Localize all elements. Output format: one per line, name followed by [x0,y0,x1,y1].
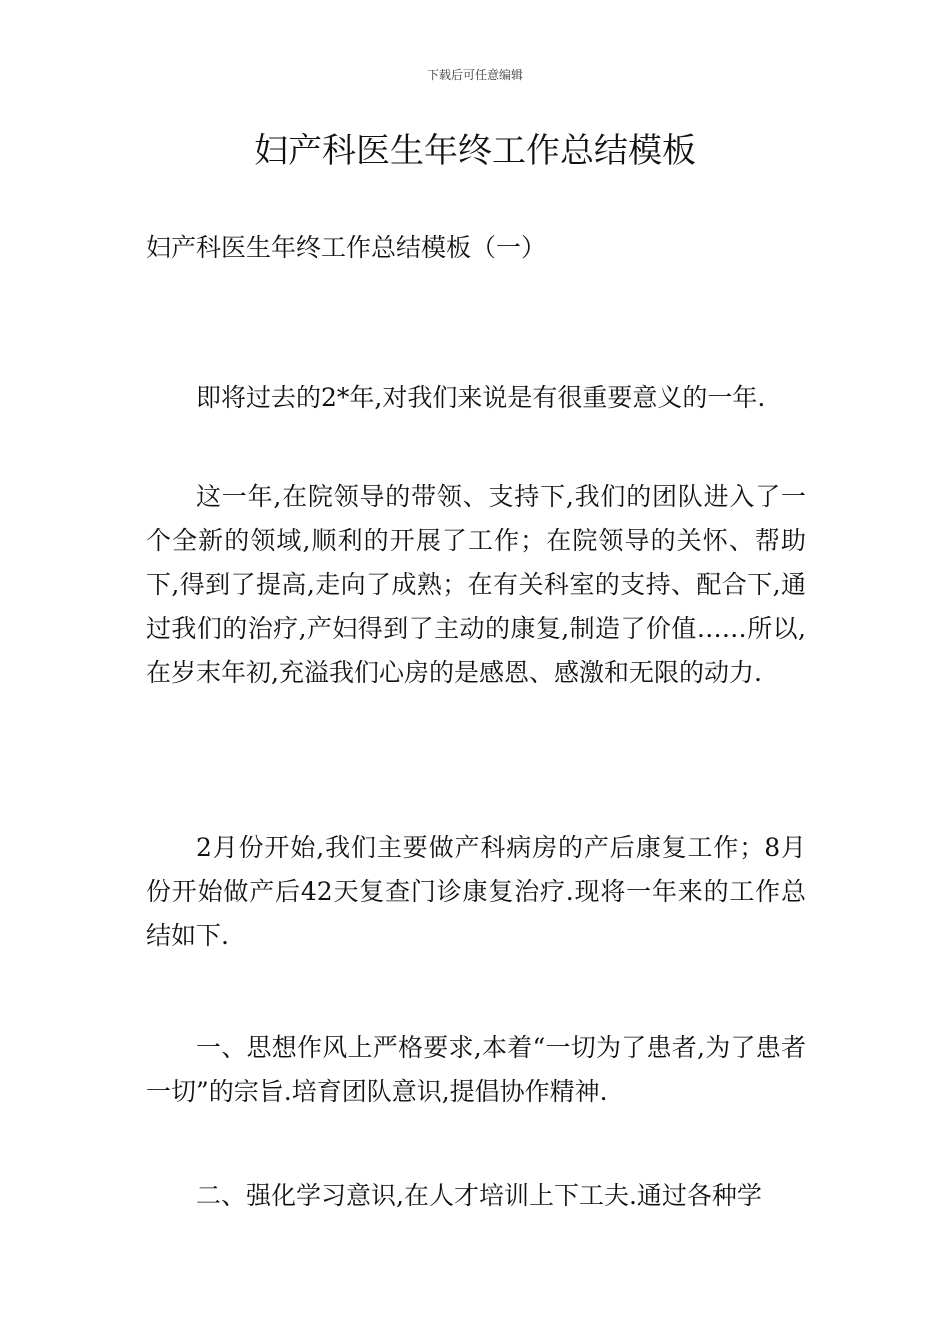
paragraph: 一、思想作风上严格要求,本着“一切为了患者,为了患者一切”的宗旨.培育团队意识,提倡协作精神. [146,1033,806,1106]
paragraph: 2月份开始,我们主要做产科病房的产后康复工作；8月份开始做产后42天复查门诊康复治疗.现将一年来的工作总结如下. [146,833,806,950]
section-subtitle: 妇产科医生年终工作总结模板（一） [146,233,547,262]
paragraph: 这一年,在院领导的带领、支持下,我们的团队进入了一个全新的领域,顺利的开展了工作；在院领导的关怀、帮助下,得到了提高,走向了成熟；在有关科室的支持、配合下,通过我们的治疗,产妇得到了主动的康复,制造了价值……所以,在岁末年初,充溢我们心房的是感恩、感激和无限的动力. [146,482,806,687]
paragraph: 即将过去的2*年,对我们来说是有很重要意义的一年. [196,383,766,412]
header-note: 下载后可任意编辑 [426,68,523,82]
document-title: 妇产科医生年终工作总结模板 [254,131,696,171]
paragraph: 二、强化学习意识,在人才培训上下工夫.通过各种学 [196,1181,762,1210]
